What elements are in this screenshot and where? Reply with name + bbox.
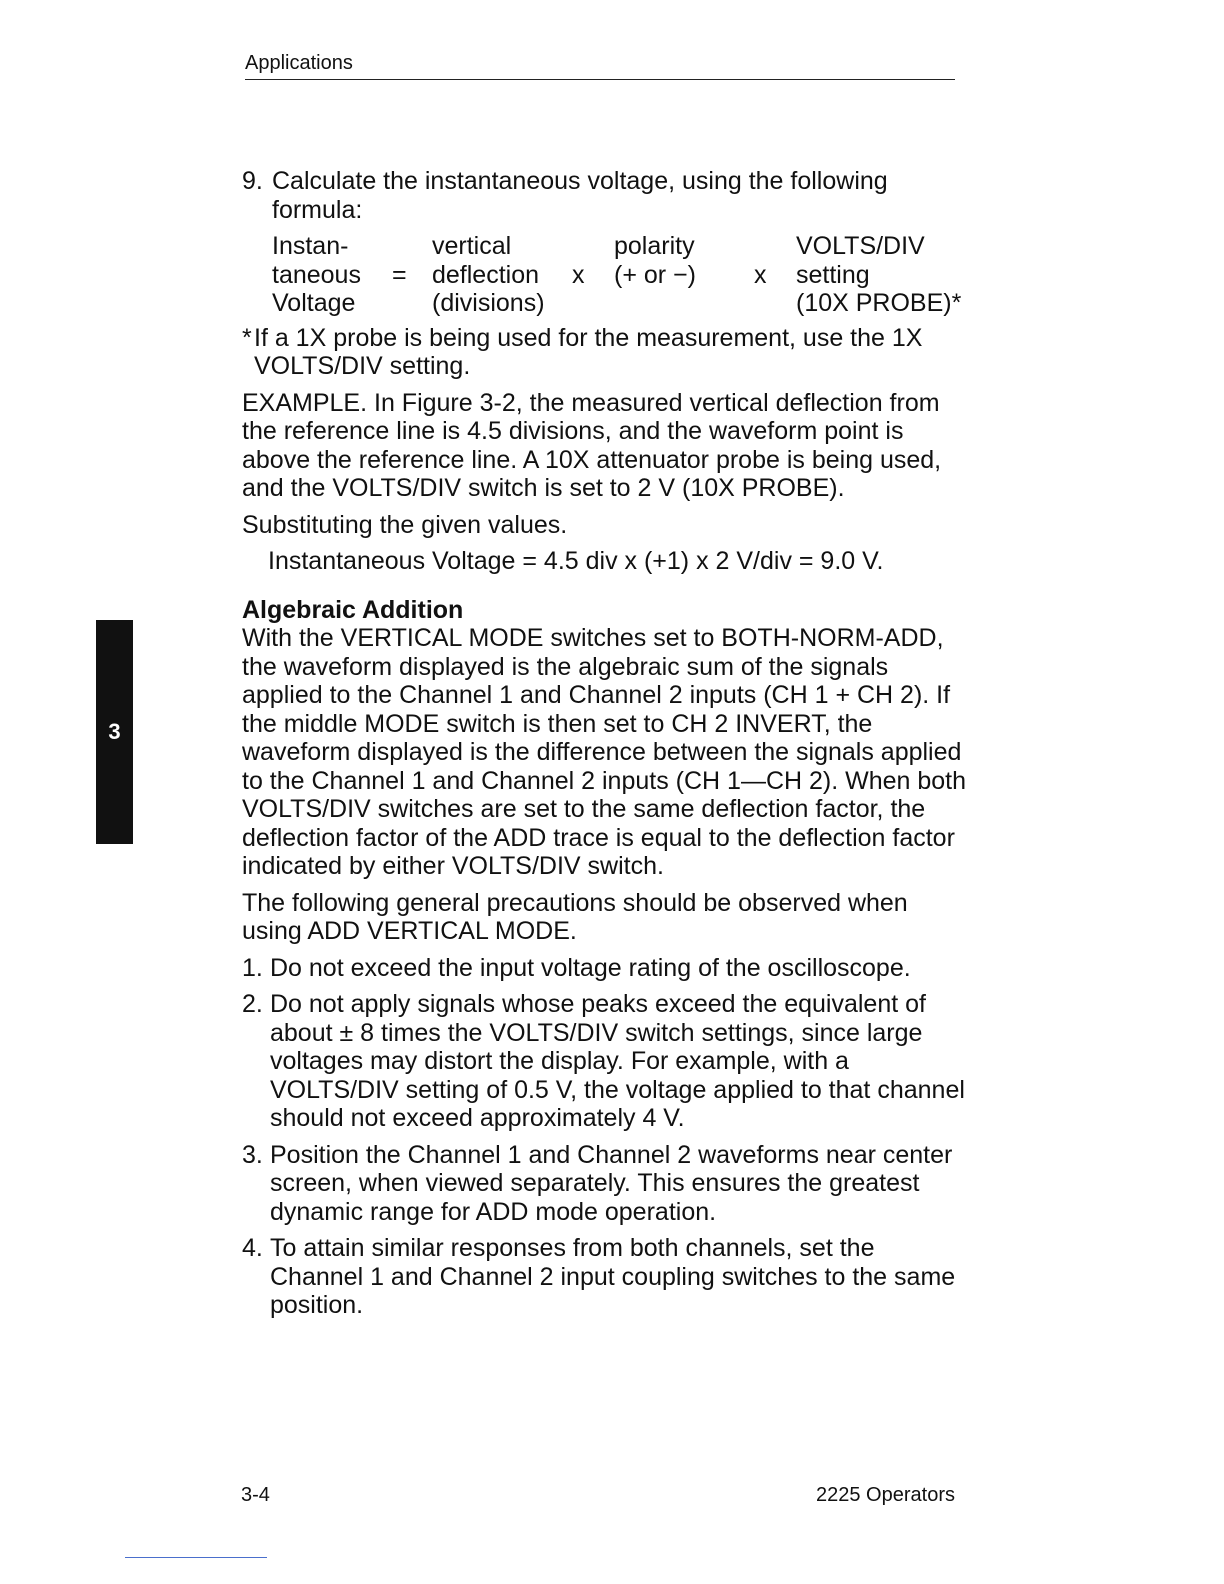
step-text: Calculate the instantaneous voltage, using the following formula: [272, 167, 888, 224]
list-text: Position the Channel 1 and Channel 2 waveforms near center screen, when viewed separately. This ensures the greatest dynamic range for ADD mode operation. [270, 1140, 953, 1226]
list-item [242, 1141, 967, 1227]
list-item [242, 990, 967, 1133]
step-9 [242, 167, 967, 224]
step-number: 9. [242, 167, 263, 195]
precautions-intro: The following general precautions should be observed when using ADD VERTICAL MODE. [242, 888, 908, 945]
formula-cell [392, 289, 432, 318]
formula-cell: (+ or −) [614, 260, 696, 289]
formula-cell: vertical [432, 232, 512, 260]
substituting-text: Substituting the given values. [242, 510, 568, 539]
list-text: To attain similar responses from both channels, set the Channel 1 and Channel 2 input coupling switches to the same position. [270, 1234, 956, 1319]
example-label: EXAMPLE. [242, 388, 368, 417]
formula-cell: x [572, 260, 585, 289]
page-body [242, 167, 967, 1328]
voltage-formula [272, 232, 961, 318]
list-text: Do not apply signals whose peaks exceed the equivalent of about ± 8 times the VOLTS/DIV switch settings, since large voltages may distort the display. For example, with a VOLTS/DIV setting of 0.5 V, the voltage applied to that channel should not exceed approximately 4 V. [270, 990, 965, 1132]
formula-row [272, 289, 961, 318]
formula-cell: taneous [272, 260, 361, 289]
formula-cell [392, 232, 432, 261]
formula-row [272, 261, 961, 290]
formula-cell [572, 232, 614, 261]
example-paragraph [242, 389, 967, 503]
list-item [242, 954, 967, 983]
running-header [245, 52, 955, 80]
list-number: 1. [242, 953, 263, 982]
formula-cell: (divisions) [432, 289, 545, 317]
algebraic-paragraph: With the VERTICAL MODE switches set to BOTH-NORM-ADD, the waveform displayed is the algebraic sum of the signals applied to the Channel 1 and Channel 2 inputs (CH 1 + CH 2). If the middle MODE switch is then set to CH 2 INVERT, the waveform displayed is the difference between the signals applied to the Channel 1 and Channel 2 inputs (CH 1—CH 2). When both VOLTS/DIV switches are set to the same deflection factor, the deflection factor of the ADD trace is equal to the deflection factor indicated by either VOLTS/DIV switch. [242, 624, 967, 880]
formula-cell: (10X PROBE)* [796, 289, 962, 317]
formula-row [272, 232, 961, 261]
formula-cell: = [392, 260, 407, 289]
list-number: 3. [242, 1140, 263, 1169]
formula-cell [614, 289, 754, 318]
formula-cell: polarity [614, 232, 695, 260]
formula-cell: deflection [432, 260, 540, 289]
formula-cell: x [754, 260, 767, 289]
list-text: Do not exceed the input voltage rating of the oscilloscope. [270, 953, 911, 982]
footnote-marker: * [242, 323, 252, 352]
example-text: In Figure 3-2, the measured vertical deflection from the reference line is 4.5 divisions, and the waveform point is above the reference line. A 10X attenuator probe is being used, and the VOLTS/DIV switch is set to 2 V (10X PROBE). [242, 388, 942, 502]
formula-cell: setting [796, 260, 870, 289]
formula-cell: VOLTS/DIV [796, 232, 925, 260]
formula-cell [754, 289, 796, 318]
formula-cell [572, 289, 614, 318]
page-number: 3-4 [241, 1484, 270, 1506]
chapter-number: 3 [108, 719, 121, 744]
section-title: Applications [245, 52, 353, 74]
list-item [242, 1234, 967, 1320]
chapter-tab [96, 620, 133, 844]
bottom-rule [125, 1557, 267, 1558]
list-number: 4. [242, 1234, 263, 1262]
footnote-text: If a 1X probe is being used for the measurement, use the 1X VOLTS/DIV setting. [254, 323, 923, 380]
manual-title: 2225 Operators [816, 1484, 955, 1506]
section-heading: Algebraic Addition [242, 595, 464, 624]
list-number: 2. [242, 990, 263, 1018]
formula-cell: Voltage [272, 289, 356, 317]
example-equation: Instantaneous Voltage = 4.5 div x (+1) x 2 V/div = 9.0 V. [268, 547, 884, 575]
footnote [242, 324, 967, 381]
formula-cell: Instan- [272, 232, 349, 260]
formula-cell [754, 232, 796, 261]
